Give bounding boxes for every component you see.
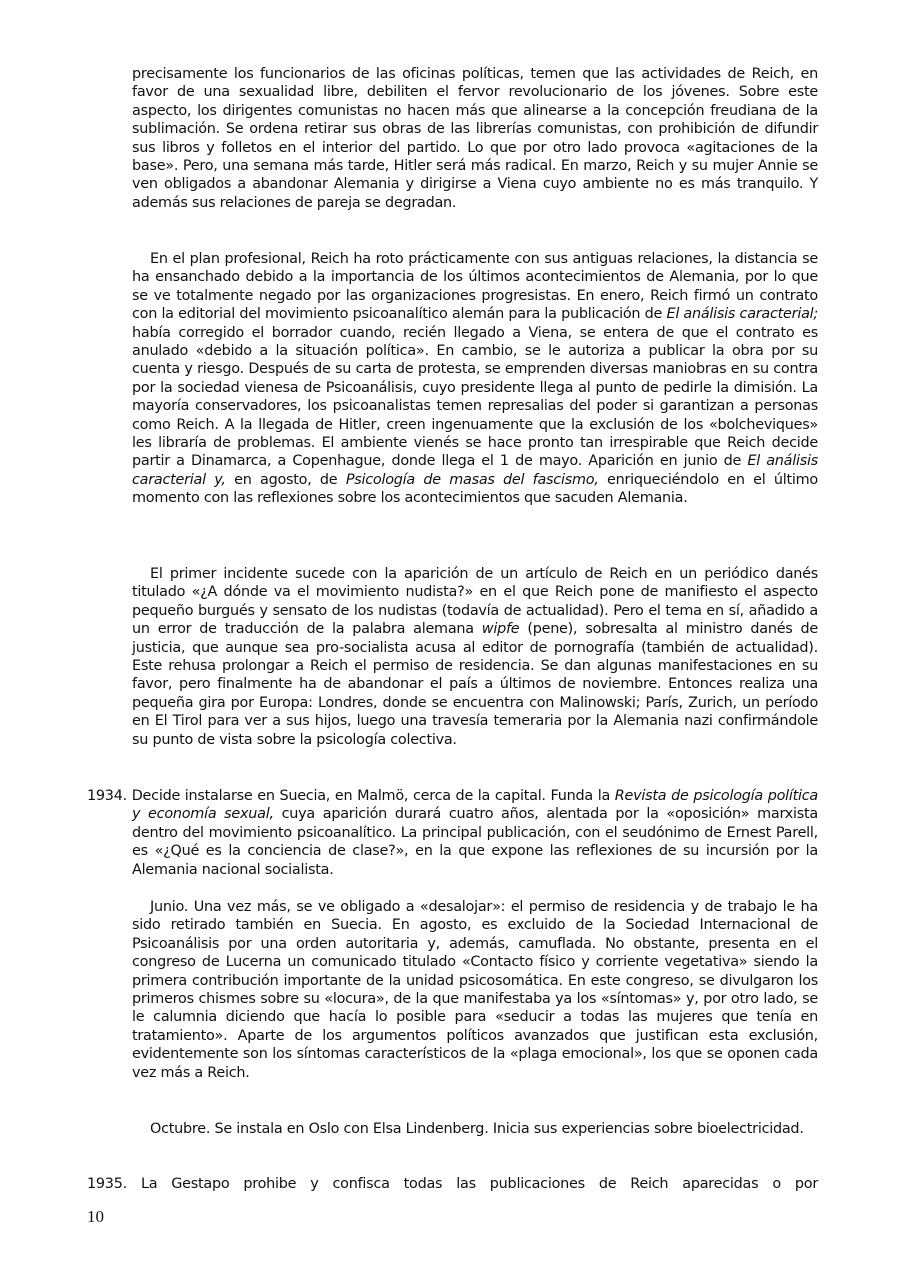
paragraph-continuation xyxy=(132,65,818,212)
paragraph-text: había corregido el borrador cuando, recién llegado a Viena, se entera de que el contrato es anulado «debido a la situación política». En cambio, se le autoriza a publicar la obra por su cuenta y riesgo. Después de su carta de protesta, se emprenden diversas maniobras en su contra por la sociedad vienesa de Psicoanálisis, cuyo presidente llega al punto de pedirle la dimisión. La mayoría conservadores, los psicoanalistas temen represalias del poder si garantizan a personas como Reich. A la llegada de Hitler, creen ingenuamente que la exclusión de los «bolcheviques» les libraría de problemas. El ambiente vienés se hace pronto tan irrespirable que Reich decide partir a Dinamarca, a Copenhague, donde llega el 1 de mayo. Aparición en junio de xyxy=(132,324,818,470)
foreign-word-italic: wipfe xyxy=(481,621,520,638)
page-number: 10 xyxy=(87,1207,104,1226)
paragraph-october xyxy=(132,1120,818,1138)
year-label: 1935. xyxy=(87,1176,127,1192)
paragraph-text: En el plan profesional, Reich ha roto prácticamente con sus antiguas relaciones, la distancia se ha ensanchado debido a la importancia de los últimos acontecimientos de Alemania, por lo que se ve totalmente negado por las organizaciones progresistas. En enero, Reich firmó un contrato con la editorial del movimiento psicoanalítico alemán para la publicación de xyxy=(132,251,818,323)
paragraph-first-incident xyxy=(132,565,818,749)
year-label: 1934. xyxy=(87,788,127,804)
paragraph-text: La Gestapo prohibe y confisca todas las publicaciones de Reich aparecidas o por xyxy=(140,1176,818,1192)
book-title-italic: El análisis caracterial; xyxy=(666,306,818,323)
paragraph-june xyxy=(132,898,818,1082)
paragraph-text: precisamente los funcionarios de las oficinas políticas, temen que las actividades de Reich, en favor de una sexualidad libre, debiliten el fervor revolucionario de los jóvenes. Sobre este aspecto, los dirigentes comunistas no hacen más que alinearse a la concepción freudiana de la sublimación. Se ordena retirar sus obras de las librerías comunistas, con prohibición de difundir sus libros y folletos en el interior del partido. Lo que por otro lado provoca «agitaciones de la base». Pero, una semana más tarde, Hitler será más radical. En marzo, Reich y su mujer Annie se ven obligados a abandonar Alemania y dirigirse a Viena cuyo ambiente no es más tranquilo. Y además sus relaciones de pareja se degradan. xyxy=(132,66,818,211)
paragraph-text: (pene), sobresalta al ministro danés de justicia, que aunque sea pro-socialista acusa al editor de pornografía (también de actualidad). Este rehusa prolongar a Reich el permiso de residencia. Se dan algunas manifestaciones en su favor, pero finalmente ha de abandonar el país a últimos de noviembre. Entonces realiza una pequeña gira por Europa: Londres, donde se encuentra con Malinowski; París, Zurich, un período en El Tirol para ver a sus hijos, luego una travesía temeraria por la Alemania nazi confirmándole su punto de vista sobre la psicología colectiva. xyxy=(132,621,818,748)
paragraph-text: enriqueciéndolo en el último momento con las reflexiones sobre los acontecimientos que sacuden Alemania. xyxy=(132,471,818,507)
paragraph-text: Octubre. Se instala en Oslo con Elsa Lindenberg. Inicia sus experiencias sobre bioelectricidad. xyxy=(150,1121,804,1137)
paragraph-text: cuya aparición durará cuatro años, alentada por la «oposición» marxista dentro del movimiento psicoanalítico. La principal publicación, con el seudónimo de Ernest Parell, es «¿Qué es la conciencia de clase?», en la que expone las reflexiones de su incursión por la Alemania nacional socialista. xyxy=(132,806,818,878)
year-entry-1934 xyxy=(87,787,818,879)
book-title-italic: El análisis caracterial y, xyxy=(132,453,818,488)
book-title-italic: Psicología de masas del fascismo, xyxy=(345,471,599,488)
journal-title-italic: Revista de psicología política y economía sexual, xyxy=(132,788,819,823)
paragraph-professional-plan xyxy=(132,250,818,508)
paragraph-text: Junio. Una vez más, se ve obligado a «desalojar»: el permiso de residencia y de trabajo le ha sido retirado también en Suecia. En agosto, es excluido de la Sociedad Internacional de Psicoanálisis por una orden autoritaria y, además, camuflada. No obstante, presenta en el congreso de Lucerna un comunicado titulado «Contacto físico y corriente vegetativa» siendo la primera contribución importante de la unidad psicosomática. En este congreso, se divulgaron los primeros chismes sobre su «locura», de la que manifestaba ya los «síntomas» y, por otro lado, se le calumnia diciendo que hacía lo posible para «seducir a todas las mujeres que tenía en tratamiento». Aparte de los argumentos políticos avanzados que justifican esta exclusión, evidentemente son los síntomas característicos de la «plaga emocional», los que se oponen cada vez más a Reich. xyxy=(132,899,818,1081)
year-entry-1935 xyxy=(87,1175,818,1193)
paragraph-text: Decide instalarse en Suecia, en Malmö, cerca de la capital. Funda la xyxy=(131,788,615,804)
paragraph-text: El primer incidente sucede con la aparición de un artículo de Reich en un periódico danés titulado «¿A dónde va el movimiento nudista?» en el que Reich pone de manifiesto el aspecto pequeño burgués y sensato de los nudistas (todavía de actualidad). Pero el tema en sí, añadido a un error de traducción de la palabra alemana xyxy=(132,566,818,638)
paragraph-text: en agosto, de xyxy=(225,471,346,488)
